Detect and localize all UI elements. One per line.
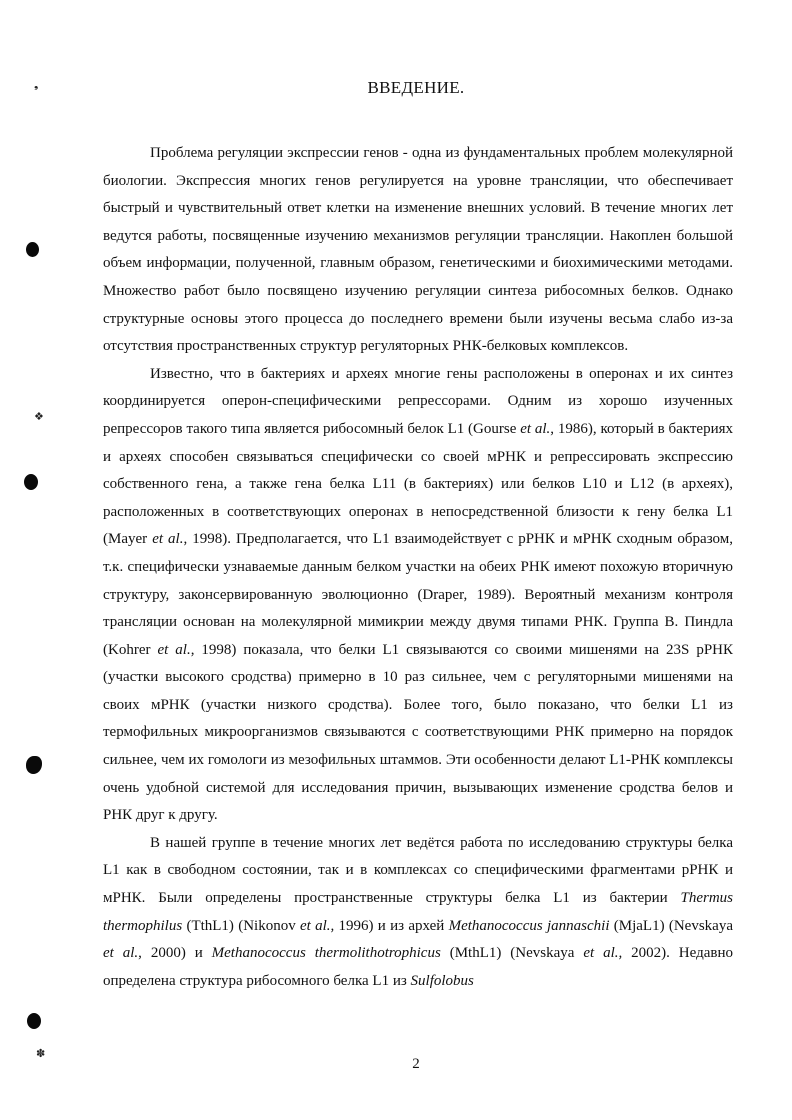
scan-speck: ❖: [34, 410, 44, 423]
binder-hole-mark: [26, 242, 39, 257]
scan-speck: ✽: [36, 1047, 46, 1060]
paragraph-3: В нашей группе в течение многих лет ведётся работа по исследованию структуры белка L1 как в свободном состоянии, так и в комплексах со специфическими фрагментами рРНК и мРНК. Были определены пространственные структуры белка L1 из бактерии Thermus thermophilus (TthL1) (Nikonov et al., 1996) и из архей Methanococcus jannaschii (MjaL1) (Nevskaya et al., 2000) и Methanococcus thermolithotrophicus (MthL1) (Nevskaya et al., 2002). Недавно определена структура рибосомного белка L1 из Sulfolobus: [103, 834, 734, 989]
body-text: [103, 140, 733, 995]
binder-hole-mark: [24, 474, 38, 490]
paragraph-1: Проблема регуляции экспрессии генов - одна из фундаментальных проблем молекулярной биологии. Экспрессия многих генов регулируется на уровне трансляции, что обеспечивает быстрый и чувствительный ответ клетки на изменение внешних условий. В течение многих лет ведутся работы, посвященные изучению механизмов регуляции трансляции. Накоплен большой объем информации, полученной, главным образом, генетическими и биохимическими методами. Множество работ было посвящено изучению регуляции синтеза рибосомных белков. Однако структурные основы этого процесса до последнего времени были изучены весьма слабо из-за отсутствия пространственных структур регуляторных РНК-белковых комплексов.: [103, 145, 733, 355]
paragraph-2: Известно, что в бактериях и археях многие гены расположены в оперонах и их синтез координируется оперон-специфическими репрессорами. Одним из хорошо изученных репрессоров такого типа является рибосомный белок L1 (Gourse et al., 1986), который в бактериях и археях способен связываться специфически со своей мРНК и репрессировать экспрессию собственного гена, а также гена белка L11 (в бактериях) или белков L10 и L12 (в археях), расположенных в соответствующих оперонах в непосредственной близости к гену белка L1 (Mayer et al., 1998). Предполагается, что L1 взаимодействует с рРНК и мРНК сходным образом, т.к. специфически узнаваемые данным белком участки на обеих РНК имеют похожую вторичную структуру, законсервированную эволюционно (Draper, 1989). Вероятный механизм контроля трансляции основан на молекулярной мимикрии между двумя типами РНК. Группа В. Пиндла (Kohrer et al., 1998) показала, что белки L1 связываются со своими мишенями на 23S рРНК (участки высокого сродства) примерно в 10 раз сильнее, чем с регуляторными мишенями на своих мРНК (участки низкого сродства). Более того, было показано, что белки L1 из термофильных микроорганизмов связываются с соответствующими РНК примерно на порядок сильнее, чем их гомологи из мезофильных штаммов. Эти особенности делают L1-РНК комплексы очень удобной системой для исследования причин, вызывающих изменение сродства белов и РНК друг к другу.: [103, 365, 734, 824]
scan-speck: ❟: [34, 78, 39, 91]
page-number: 2: [412, 1056, 420, 1072]
page-title: ВВЕДЕНИЕ.: [367, 78, 465, 97]
binder-hole-mark: [27, 1013, 41, 1029]
binder-hole-mark: [26, 756, 42, 774]
